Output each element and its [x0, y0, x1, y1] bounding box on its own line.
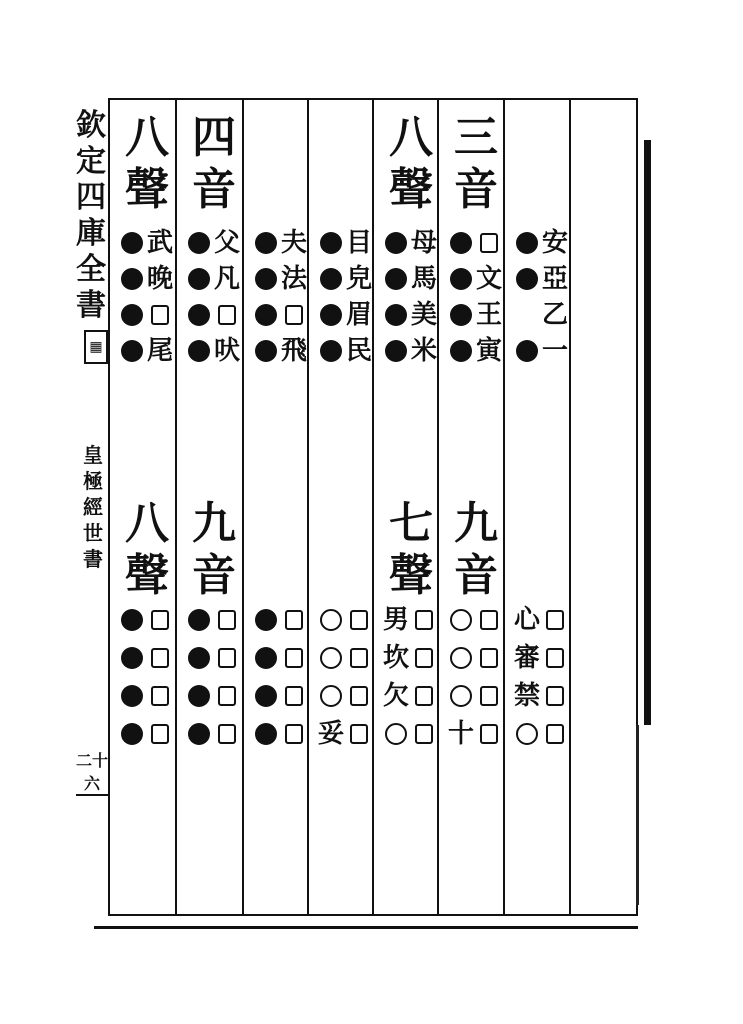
upper-table-row — [377, 298, 439, 336]
lower-table-row — [508, 641, 570, 679]
lower-table-row — [113, 679, 175, 717]
blank-square-icon — [285, 724, 303, 744]
upper-table-row — [180, 262, 242, 300]
lower-table-row — [377, 679, 439, 717]
column-rule — [503, 98, 505, 916]
filled-circle-icon — [255, 685, 277, 707]
filled-circle-icon — [255, 268, 277, 290]
filled-circle-icon — [450, 340, 472, 362]
upper-table-row — [312, 262, 374, 300]
filled-circle-icon — [188, 232, 210, 254]
upper-table-row — [113, 334, 175, 372]
rhyme-char: 一 — [541, 336, 568, 366]
filled-circle-icon — [385, 304, 407, 326]
blank-square-icon — [480, 724, 498, 744]
upper-table-row — [247, 298, 309, 336]
blank-square-icon — [151, 648, 169, 668]
column-rule — [242, 98, 244, 916]
filled-circle-icon — [255, 723, 277, 745]
blank-square-icon — [546, 686, 564, 706]
filled-circle-icon — [255, 304, 277, 326]
blank-square-icon — [546, 724, 564, 744]
column-rule — [569, 98, 571, 916]
rhyme-char: 法 — [280, 264, 307, 294]
blank-square-icon — [218, 648, 236, 668]
rhyme-char: 眉 — [345, 300, 372, 330]
rhyme-char: 米 — [410, 336, 437, 366]
lead-char: 審 — [513, 643, 540, 673]
blank-square-icon — [480, 648, 498, 668]
rhyme-char: 目 — [345, 228, 372, 258]
lower-table-row — [508, 603, 570, 641]
blank-square-icon — [285, 686, 303, 706]
lower-table-row — [377, 717, 439, 755]
rhyme-char: 民 — [345, 336, 372, 366]
lower-table-row — [113, 603, 175, 641]
upper-table-row — [442, 298, 504, 336]
filled-circle-icon — [121, 232, 143, 254]
empty-circle-icon — [450, 685, 472, 707]
lower-heading: 九音 — [454, 498, 498, 601]
blank-square-icon — [480, 233, 498, 253]
lower-table-row — [113, 641, 175, 679]
lower-table-row — [247, 603, 309, 641]
blank-square-icon — [415, 686, 433, 706]
blank-square-icon — [218, 305, 236, 325]
lower-table-row — [442, 603, 504, 641]
rhyme-char: 尾 — [146, 336, 173, 366]
filled-circle-icon — [121, 609, 143, 631]
rhyme-char: 父 — [213, 228, 240, 258]
upper-table-row — [247, 334, 309, 372]
upper-table-row — [508, 298, 570, 336]
lower-table-row — [312, 717, 374, 755]
filled-circle-icon — [121, 304, 143, 326]
upper-table-row — [442, 226, 504, 264]
filled-circle-icon — [121, 268, 143, 290]
upper-heading: 八聲 — [389, 112, 433, 215]
lower-table-row — [113, 717, 175, 755]
blank-square-icon — [285, 648, 303, 668]
filled-circle-icon — [320, 232, 342, 254]
lower-table-row — [312, 641, 374, 679]
blank-square-icon — [546, 648, 564, 668]
upper-table-row — [377, 262, 439, 300]
lower-table-row — [247, 641, 309, 679]
upper-table-row — [312, 226, 374, 264]
filled-circle-icon — [188, 685, 210, 707]
rhyme-char: 吠 — [213, 336, 240, 366]
lower-table-row — [377, 641, 439, 679]
lower-table-row — [247, 717, 309, 755]
filled-circle-icon — [450, 232, 472, 254]
rhyme-char: 王 — [475, 300, 502, 330]
empty-circle-icon — [385, 723, 407, 745]
filled-circle-icon — [255, 647, 277, 669]
upper-table-row — [312, 334, 374, 372]
lower-table-row — [247, 679, 309, 717]
upper-table-row — [377, 334, 439, 372]
lower-table-row — [180, 717, 242, 755]
blank-square-icon — [218, 686, 236, 706]
column-rule — [307, 98, 309, 916]
upper-table-row — [247, 262, 309, 300]
blank-square-icon — [151, 724, 169, 744]
upper-table-row — [247, 226, 309, 264]
margin-book-title: 皇極經世書 — [83, 443, 103, 571]
blank-square-icon — [480, 686, 498, 706]
rhyme-char: 飛 — [280, 336, 307, 366]
lower-heading: 九音 — [192, 498, 236, 601]
lead-char: 心 — [513, 605, 540, 635]
rhyme-char: 文 — [475, 264, 502, 294]
upper-table-row — [113, 262, 175, 300]
upper-table-row — [508, 226, 570, 264]
filled-circle-icon — [188, 304, 210, 326]
margin-page-number: 二十六 — [76, 748, 108, 796]
filled-circle-icon — [320, 340, 342, 362]
frame-bottom-rule — [94, 926, 638, 929]
frame-right-rule-lower — [636, 725, 639, 905]
upper-table-row — [442, 334, 504, 372]
frame-right-rule — [644, 140, 651, 725]
filled-circle-icon — [385, 268, 407, 290]
empty-circle-icon — [516, 723, 538, 745]
lower-table-row — [508, 717, 570, 755]
lead-char: 男 — [382, 605, 409, 635]
margin-title: 欽定四庫全書 — [76, 108, 106, 323]
upper-table-row — [113, 298, 175, 336]
lower-table-row — [442, 679, 504, 717]
blank-square-icon — [350, 724, 368, 744]
blank-square-icon — [218, 724, 236, 744]
filled-circle-icon — [121, 647, 143, 669]
filled-circle-icon — [516, 232, 538, 254]
filled-circle-icon — [188, 268, 210, 290]
lower-table-row — [377, 603, 439, 641]
filled-circle-icon — [188, 609, 210, 631]
filled-circle-icon — [121, 340, 143, 362]
upper-table-row — [377, 226, 439, 264]
lower-table-row — [442, 641, 504, 679]
lower-heading: 七聲 — [389, 498, 433, 601]
upper-table-row — [312, 298, 374, 336]
lower-table-row — [180, 641, 242, 679]
rhyme-char: 亞 — [541, 264, 568, 294]
column-rule — [372, 98, 374, 916]
filled-circle-icon — [385, 232, 407, 254]
upper-table-row — [180, 226, 242, 264]
filled-circle-icon — [516, 268, 538, 290]
upper-heading: 八聲 — [125, 112, 169, 215]
filled-circle-icon — [188, 723, 210, 745]
blank-square-icon — [415, 648, 433, 668]
lower-table-row — [312, 603, 374, 641]
lead-char: 坎 — [382, 643, 409, 673]
upper-table-row — [180, 334, 242, 372]
lower-heading: 八聲 — [125, 498, 169, 601]
blank-square-icon — [480, 610, 498, 630]
rhyme-char: 美 — [410, 300, 437, 330]
empty-circle-icon — [320, 647, 342, 669]
rhyme-char: 安 — [541, 228, 568, 258]
filled-circle-icon — [320, 268, 342, 290]
rhyme-char: 母 — [410, 228, 437, 258]
filled-circle-icon — [450, 304, 472, 326]
blank-square-icon — [546, 610, 564, 630]
lower-table-row — [442, 717, 504, 755]
upper-heading: 四音 — [192, 112, 236, 215]
empty-circle-icon — [450, 647, 472, 669]
column-rule — [175, 98, 177, 916]
filled-circle-icon — [385, 340, 407, 362]
blank-square-icon — [350, 686, 368, 706]
lower-table-row — [180, 679, 242, 717]
upper-table-row — [113, 226, 175, 264]
upper-table-row — [442, 262, 504, 300]
empty-circle-icon — [320, 685, 342, 707]
filled-circle-icon — [255, 232, 277, 254]
blank-square-icon — [285, 305, 303, 325]
rhyme-char: 乙 — [541, 300, 568, 330]
rhyme-char: 皃 — [345, 264, 372, 294]
filled-circle-icon — [121, 685, 143, 707]
filled-circle-icon — [516, 340, 538, 362]
upper-heading: 三音 — [454, 112, 498, 215]
blank-square-icon — [415, 610, 433, 630]
lead-char: 妥 — [317, 719, 344, 749]
empty-circle-icon — [320, 609, 342, 631]
lead-char: 十 — [447, 719, 474, 749]
filled-circle-icon — [450, 268, 472, 290]
rhyme-char: 夫 — [280, 228, 307, 258]
blank-square-icon — [350, 610, 368, 630]
lower-table-row — [312, 679, 374, 717]
rhyme-char: 馬 — [410, 264, 437, 294]
margin-seal-icon: ▦ — [84, 330, 108, 364]
rhyme-char: 寅 — [475, 336, 502, 366]
upper-table-row — [508, 334, 570, 372]
blank-square-icon — [151, 610, 169, 630]
filled-circle-icon — [188, 647, 210, 669]
lead-char: 欠 — [382, 681, 409, 711]
column-rule — [437, 98, 439, 916]
filled-circle-icon — [121, 723, 143, 745]
lead-char: 禁 — [513, 681, 540, 711]
lower-table-row — [180, 603, 242, 641]
upper-table-row — [180, 298, 242, 336]
filled-circle-icon — [320, 304, 342, 326]
blank-square-icon — [285, 610, 303, 630]
lower-table-row — [508, 679, 570, 717]
rhyme-char: 凡 — [213, 264, 240, 294]
blank-square-icon — [350, 648, 368, 668]
rhyme-char: 晚 — [146, 264, 173, 294]
rhyme-char: 武 — [146, 228, 173, 258]
filled-circle-icon — [188, 340, 210, 362]
blank-square-icon — [151, 686, 169, 706]
blank-square-icon — [415, 724, 433, 744]
filled-circle-icon — [255, 609, 277, 631]
empty-circle-icon — [450, 609, 472, 631]
blank-square-icon — [151, 305, 169, 325]
filled-circle-icon — [255, 340, 277, 362]
blank-square-icon — [218, 610, 236, 630]
upper-table-row — [508, 262, 570, 300]
